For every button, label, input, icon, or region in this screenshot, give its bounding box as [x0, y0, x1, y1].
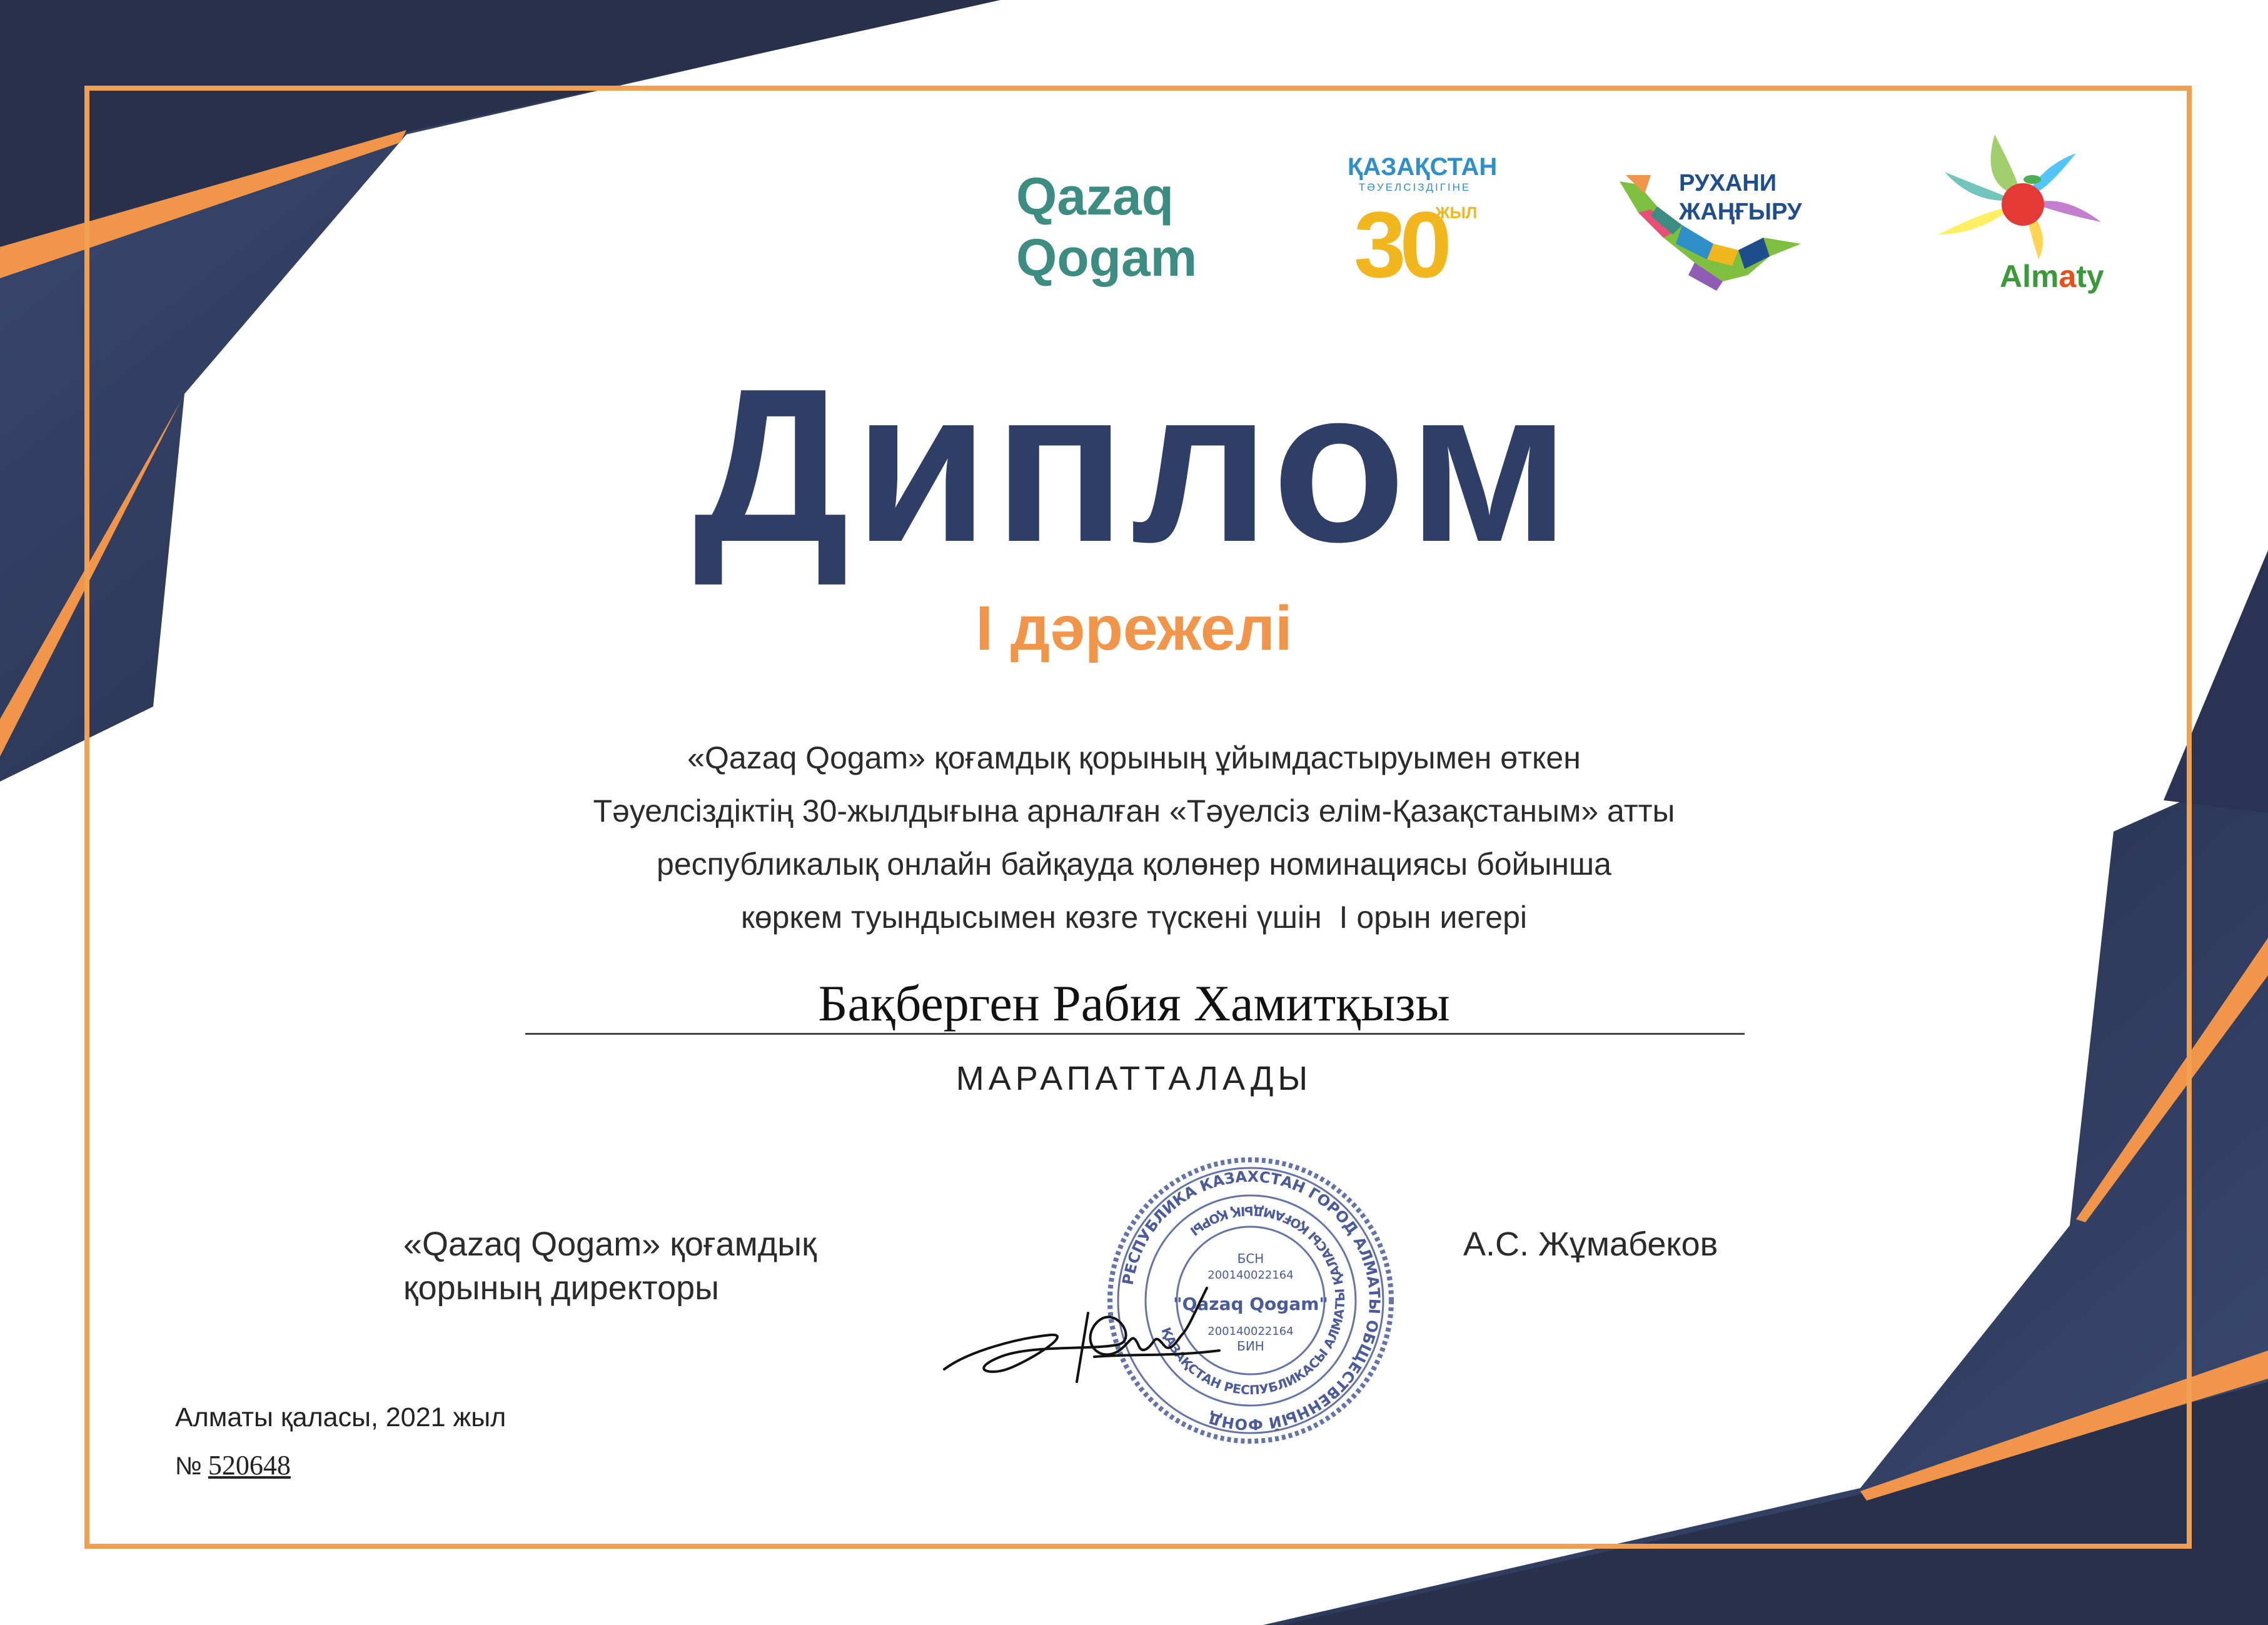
- stamp-bin: 200140022164: [1207, 1325, 1294, 1338]
- director-line: қорының директоры: [403, 1269, 719, 1307]
- stamp-bsn: 200140022164: [1207, 1269, 1294, 1282]
- description-line: «Qazaq Qogam» қоғамдық қорының ұйымдастыруымен өткен: [687, 740, 1581, 775]
- kz30-unit: ЖЫЛ: [1435, 203, 1478, 222]
- number-value: 520648: [208, 1450, 291, 1481]
- rukhani-line-1: РУХАНИ: [1679, 170, 1777, 196]
- kz30-top: ҚАЗАҚСТАН: [1348, 153, 1498, 181]
- qazaq-qogam-logo: [1016, 166, 1222, 288]
- logo-line-1: Qazaq: [1016, 167, 1174, 226]
- rukhani-line-2: ЖАҢҒЫРУ: [1679, 199, 1802, 225]
- awarded-label: МАРАПАТТАЛАДЫ: [955, 1060, 1313, 1097]
- diploma-number: [175, 1449, 297, 1481]
- stamp-bin-label: БИН: [1237, 1339, 1264, 1354]
- almaty-text: [2000, 258, 2104, 294]
- almaty-text-b: ty: [2076, 259, 2104, 294]
- signature: [932, 1275, 1226, 1394]
- star-apple-icon: [1926, 134, 2126, 259]
- director-title: [403, 1222, 817, 1310]
- almaty-text-a: Alm: [2000, 259, 2059, 294]
- signer-name: А.С. Жұмабеков: [1463, 1225, 1718, 1263]
- description-line: көркем туындысымен көзге түскені үшін I орын иегері: [740, 900, 1527, 935]
- kz30-sub: ТӘУЕЛСІЗДІГІНЕ: [1358, 181, 1471, 193]
- stamp-inner-text: ҚАЗАҚСТАН РЕСПУБЛИКАСЫ АЛМАТЫ ҚАЛАСЫ ҚОҒАМДЫҚ ҚОРЫ: [1158, 1203, 1348, 1398]
- stamp-outer-text: РЕСПУБЛИКА КАЗАХСТАН ГОРОД АЛМАТЫ ОБЩЕСТВЕННЫЙ ФОНД: [1119, 1167, 1384, 1434]
- description-line: республикалық онлайн байқауда қолөнер номинациясы бойынша: [657, 847, 1611, 882]
- description-line: Тәуелсіздіктің 30-жылдығына арналған «Тәуелсіз елім-Қазақстаным» атты: [593, 793, 1675, 828]
- number-prefix: №: [175, 1452, 202, 1480]
- almaty-logo: [1926, 134, 2126, 303]
- degree-label: I дәрежелі: [975, 593, 1293, 663]
- city-year: Алматы қаласы, 2021 жыл: [175, 1402, 507, 1432]
- director-line: «Qazaq Qogam» қоғамдық: [403, 1225, 817, 1263]
- diploma-title: Диплом: [693, 343, 1575, 588]
- stamp-center: "Qazaq Qogam": [1172, 1294, 1329, 1314]
- kz30-number: 30: [1354, 192, 1446, 297]
- rukhani-zhangyru-logo: [1613, 156, 1826, 300]
- logo-line-2: Qogam: [1016, 228, 1197, 287]
- recipient-name: Бақберген Рабия Хамитқызы: [818, 975, 1450, 1032]
- stamp-bsn-label: БСН: [1237, 1251, 1264, 1266]
- award-description: [0, 732, 2268, 944]
- almaty-text-o: a: [2059, 259, 2077, 294]
- kazakhstan-30-logo: [1348, 153, 1498, 303]
- recipient-underline: [525, 1033, 1745, 1035]
